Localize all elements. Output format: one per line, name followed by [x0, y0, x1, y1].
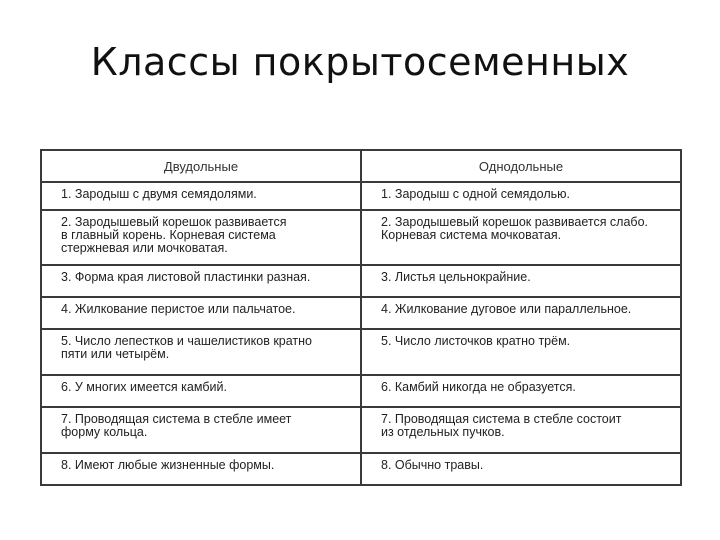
table-cell-dicots: 5. Число лепестков и чашелистиков кратно пяти или четырём. [41, 329, 361, 375]
slide-title: Классы покрытосеменных [90, 40, 630, 84]
table-cell-dicots: 1. Зародыш с двумя семядолями. [41, 182, 361, 210]
table-row [41, 297, 681, 329]
table-row [41, 329, 681, 375]
table-row [41, 210, 681, 265]
table-cell-monocots: 5. Число листочков кратно трём. [361, 329, 681, 375]
table-row [41, 453, 681, 485]
comparison-table [40, 149, 682, 486]
table-cell-dicots: 4. Жилкование перистое или пальчатое. [41, 297, 361, 329]
table-header-row [41, 150, 681, 182]
table-cell-monocots: 3. Листья цельнокрайние. [361, 265, 681, 297]
table-cell-dicots: 3. Форма края листовой пластинки разная. [41, 265, 361, 297]
table-row [41, 265, 681, 297]
comparison-table-container [40, 149, 680, 486]
table-cell-monocots: 8. Обычно травы. [381, 458, 484, 472]
table-cell-dicots: 7. Проводящая система в стебле имеет форму кольца. [41, 407, 361, 453]
table-cell-dicots: 2. Зародышевый корешок развивается в главный корень. Корневая система стержневая или мочковатая. [41, 210, 361, 265]
table-row [41, 182, 681, 210]
column-header-dicots: Двудольные [41, 150, 361, 182]
table-cell-monocots: 1. Зародыш с одной семядолью. [361, 182, 681, 210]
table-cell-dicots: 6. У многих имеется камбий. [41, 375, 361, 407]
table-cell-monocots: 4. Жилкование дуговое или параллельное. [361, 297, 681, 329]
table-cell-monocots: 7. Проводящая система в стебле состоит из отдельных пучков. [361, 407, 681, 453]
table-cell-dicots: 8. Имеют любые жизненные формы. [41, 453, 361, 485]
table-cell-monocots: 6. Камбий никогда не образуется. [361, 375, 681, 407]
table-row [41, 375, 681, 407]
table-cell-monocots: 2. Зародышевый корешок развивается слабо. Корневая система мочковатая. [361, 210, 681, 265]
table-row [41, 407, 681, 453]
column-header-monocots: Однодольные [361, 150, 681, 182]
